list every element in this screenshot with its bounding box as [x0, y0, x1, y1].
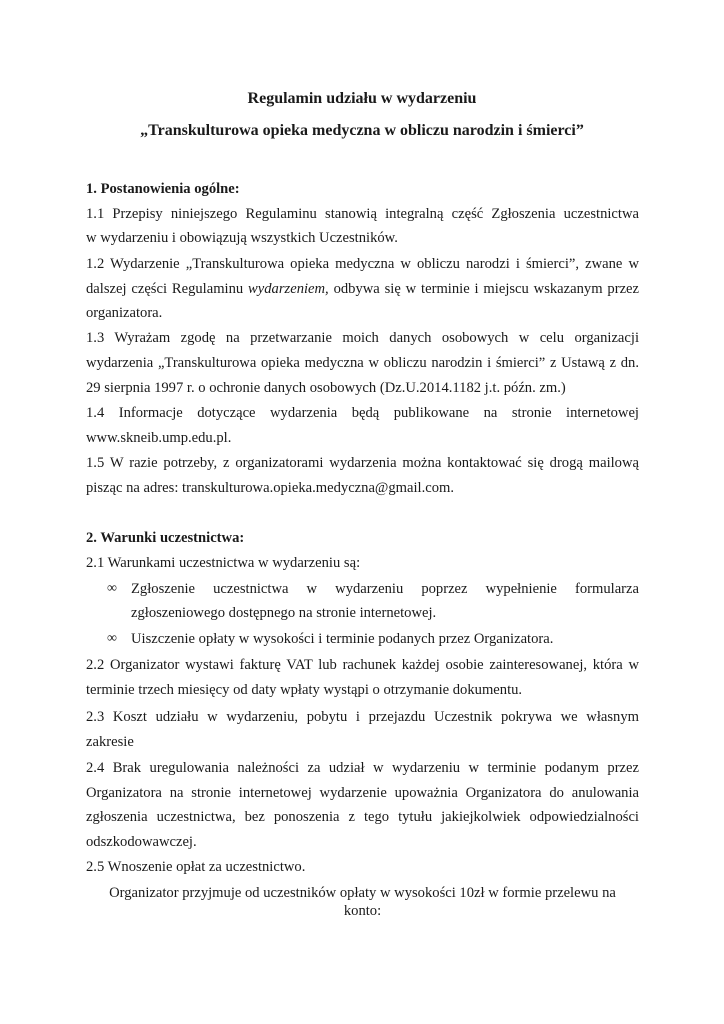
para-1-2-line2: dalszej części Regulaminu wydarzeniem, odbywa się w terminie i miejscu wskazanym przez: [86, 281, 639, 297]
para-1-3-line2: wydarzenia „Transkulturowa opieka medyczna w obliczu narodzin i śmierci” z Ustawą z dn.: [86, 355, 639, 371]
section1-heading: 1. Postanowienia ogólne:: [86, 181, 240, 197]
infinity-bullet-icon: ∞: [107, 631, 117, 646]
para-2-4-line4: odszkodowawczej.: [86, 834, 197, 850]
para-2-3-line2: zakresie: [86, 734, 134, 750]
para-2-5: 2.5 Wnoszenie opłat za uczestnictwo.: [86, 859, 306, 875]
para-1-2-line3: organizatora.: [86, 305, 163, 321]
para-2-2-line1: 2.2 Organizator wystawi fakturę VAT lub rachunek każdej osobie zainteresowanej, która w: [86, 657, 639, 673]
bullet-2: Uiszczenie opłaty w wysokości i terminie podanych przez Organizatora.: [131, 631, 554, 647]
para-2-1: 2.1 Warunkami uczestnictwa w wydarzeniu są:: [86, 555, 361, 571]
para-1-1-line1: 1.1 Przepisy niniejszego Regulaminu stanowią integralną część Zgłoszenia uczestnictwa: [86, 206, 639, 222]
para-1-5-line2: pisząc na adres: transkulturowa.opieka.medyczna@gmail.com.: [86, 480, 455, 496]
bullet-1-line2: zgłoszeniowego dostępnego na stronie internetowej.: [131, 605, 437, 621]
para-2-2-line2: terminie trzech miesięcy od daty wpłaty wystąpi o otrzymanie dokumentu.: [86, 682, 523, 698]
infinity-bullet-icon: ∞: [107, 581, 117, 596]
para-1-2-line1: 1.2 Wydarzenie „Transkulturowa opieka medyczna w obliczu narodzi i śmierci”, zwane w: [86, 256, 639, 272]
document-title-line2: „Transkulturowa opieka medyczna w obliczu narodzin i śmierci”: [140, 122, 584, 139]
para-1-3-line1: 1.3 Wyrażam zgodę na przetwarzanie moich danych osobowych w celu organizacji: [86, 330, 639, 346]
para-1-3-line3: 29 sierpnia 1997 r. o ochronie danych osobowych (Dz.U.2014.1182 j.t. późn. zm.): [86, 380, 566, 396]
para-2-4-line2: Organizatora na stronie internetowej wydarzenie upoważnia Organizatora do anulowania: [86, 785, 639, 801]
para-1-4-line1: 1.4 Informacje dotyczące wydarzenia będą publikowane na stronie internetowej: [86, 405, 639, 421]
para-1-4-line2: www.skneib.ump.edu.pl.: [86, 430, 232, 446]
section2-heading: 2. Warunki uczestnictwa:: [86, 530, 245, 546]
para-2-3-line1: 2.3 Koszt udziału w wydarzeniu, pobytu i przejazdu Uczestnik pokrywa we własnym: [86, 709, 639, 725]
para-2-4-line3: zgłoszenia uczestnictwa, bez ponoszenia z tego tytułu jakiejkolwiek odpowiedzialności: [86, 809, 639, 825]
fee-text-line1: Organizator przyjmuje od uczestników opłaty w wysokości 10zł w formie przelewu na: [109, 885, 616, 901]
para-1-5-line1: 1.5 W razie potrzeby, z organizatorami wydarzenia można kontaktować się drogą mailową: [86, 455, 639, 471]
document-title-line1: Regulamin udziału w wydarzeniu: [247, 90, 477, 107]
bullet-1-line1: Zgłoszenie uczestnictwa w wydarzeniu poprzez wypełnienie formularza: [131, 581, 639, 597]
para-2-4-line1: 2.4 Brak uregulowania należności za udział w wydarzeniu w terminie podanym przez: [86, 760, 639, 776]
para-1-1-line2: w wydarzeniu i obowiązują wszystkich Uczestników.: [86, 230, 398, 246]
fee-text-line2: konto:: [343, 903, 382, 919]
